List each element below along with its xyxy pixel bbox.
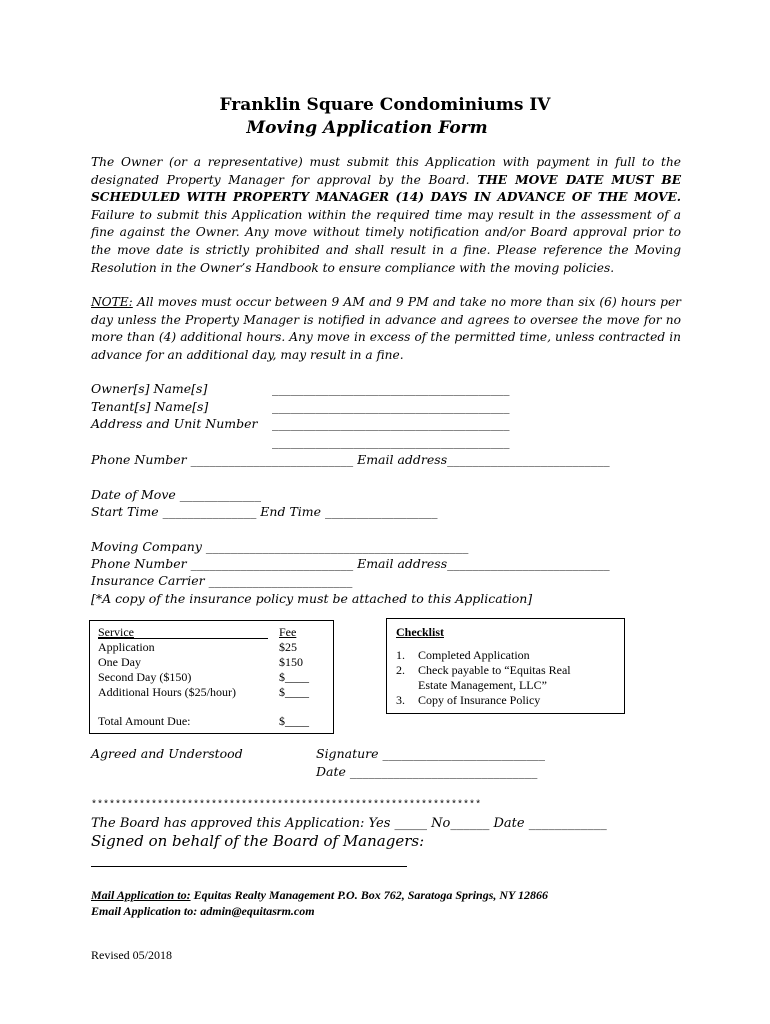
date-of-move-field[interactable]: Date of Move _____________ <box>91 487 262 502</box>
insurance-carrier-field[interactable]: Insurance Carrier _______________________ <box>91 573 353 588</box>
note-paragraph <box>91 294 681 364</box>
fee-application: $25 <box>279 640 297 654</box>
checklist-box <box>386 618 625 714</box>
checklist-item-2-cont: Estate Management, LLC” <box>418 678 547 692</box>
page-subtitle: Moving Application Form <box>246 118 488 138</box>
mail-label: Mail Application to: <box>91 888 191 902</box>
fee-one-day: $150 <box>279 655 303 669</box>
note-label: NOTE: <box>91 295 133 309</box>
board-approval-row[interactable]: The Board has approved this Application: Yes _____ No______ Date ____________ <box>91 816 607 831</box>
intro-text-rest: Failure to submit this Application within the required time may result in the assessment of a fine against the Owner. Any move without timely notification and/or Board approval prior to the move date is strictly prohibited and shall result in a fine. Please reference the Moving Resolution in the Owner’s Handbook to ensure compliance with the moving policies. <box>91 207 681 275</box>
page-title: Franklin Square Condominiums IV <box>219 95 551 115</box>
checklist-item-1: Completed Application <box>418 648 530 662</box>
tenant-label: Tenant[s] Name[s] <box>91 399 209 414</box>
board-signature-line[interactable] <box>91 866 407 867</box>
service-second-day: Second Day ($150) <box>98 670 192 684</box>
mail-application-line <box>91 888 548 903</box>
agreement-date-field[interactable]: Date ______________________________ <box>316 764 538 779</box>
start-end-time-field[interactable]: Start Time _______________ End Time __________________ <box>91 504 438 519</box>
owner-input-line[interactable]: ______________________________________ <box>272 381 510 396</box>
revised-date: Revised 05/2018 <box>91 948 172 962</box>
checklist-num-3: 3. <box>396 693 405 707</box>
total-amount-value[interactable]: $____ <box>279 714 309 728</box>
mail-address: Equitas Realty Management P.O. Box 762, Saratoga Springs, NY 12866 <box>190 888 548 902</box>
company-phone-email-row[interactable]: Phone Number __________________________ Email address__________________________ <box>91 556 610 571</box>
moving-company-field[interactable]: Moving Company __________________________________________ <box>91 539 469 554</box>
checklist-item-3: Copy of Insurance Policy <box>418 693 541 707</box>
insurance-note: [*A copy of the insurance policy must be attached to this Application] <box>91 591 533 606</box>
checklist-num-1: 1. <box>396 648 405 662</box>
address-input-line-1[interactable]: ______________________________________ <box>272 416 510 431</box>
fee-second-day[interactable]: $____ <box>279 670 309 684</box>
checklist-item-2: Check payable to “Equitas Real <box>418 663 571 677</box>
agreed-understood: Agreed and Understood <box>91 746 243 761</box>
service-additional-hours: Additional Hours ($25/hour) <box>98 685 236 699</box>
owner-label: Owner[s] Name[s] <box>91 381 208 396</box>
address-input-line-2[interactable]: ______________________________________ <box>272 434 510 449</box>
service-one-day: One Day <box>98 655 141 669</box>
fee-additional-hours[interactable]: $____ <box>279 685 309 699</box>
checklist-title: Checklist <box>396 625 444 639</box>
service-header: Service <box>98 625 134 639</box>
service-header-rule <box>98 638 268 639</box>
intro-bold-text: THE MOVE DATE MUST BE SCHEDULED WITH PROPERTY MANAGER (14) DAYS IN ADVANCE OF THE MOVE. <box>91 172 682 205</box>
service-application: Application <box>98 640 155 654</box>
phone-email-row[interactable]: Phone Number __________________________ Email address__________________________ <box>91 452 610 467</box>
fee-table <box>89 620 334 734</box>
address-label: Address and Unit Number <box>91 416 258 431</box>
intro-paragraph <box>91 154 681 277</box>
divider-stars: ***************************************************************** <box>91 800 482 811</box>
board-signed-label: Signed on behalf of the Board of Managers: <box>91 832 425 850</box>
email-application-line: Email Application to: admin@equitasrm.com <box>91 904 315 918</box>
tenant-input-line[interactable]: ______________________________________ <box>272 399 510 414</box>
intro-text: The Owner (or a representative) must submit this Application with payment in full to the designated Property Manager for approval by the Board. <box>91 155 681 187</box>
signature-field[interactable]: Signature __________________________ <box>316 746 545 761</box>
note-text: All moves must occur between 9 AM and 9 PM and take no more than six (6) hours per day unless the Property Manager is notified in advance and agrees to oversee the move for no more than (4) additional hours. Any move in excess of the permitted time, unless contracted in advance for an additional day, may result in a fine. <box>91 295 681 362</box>
fee-header: Fee <box>279 625 297 639</box>
checklist-num-2: 2. <box>396 663 405 677</box>
total-amount-label: Total Amount Due: <box>98 714 191 728</box>
